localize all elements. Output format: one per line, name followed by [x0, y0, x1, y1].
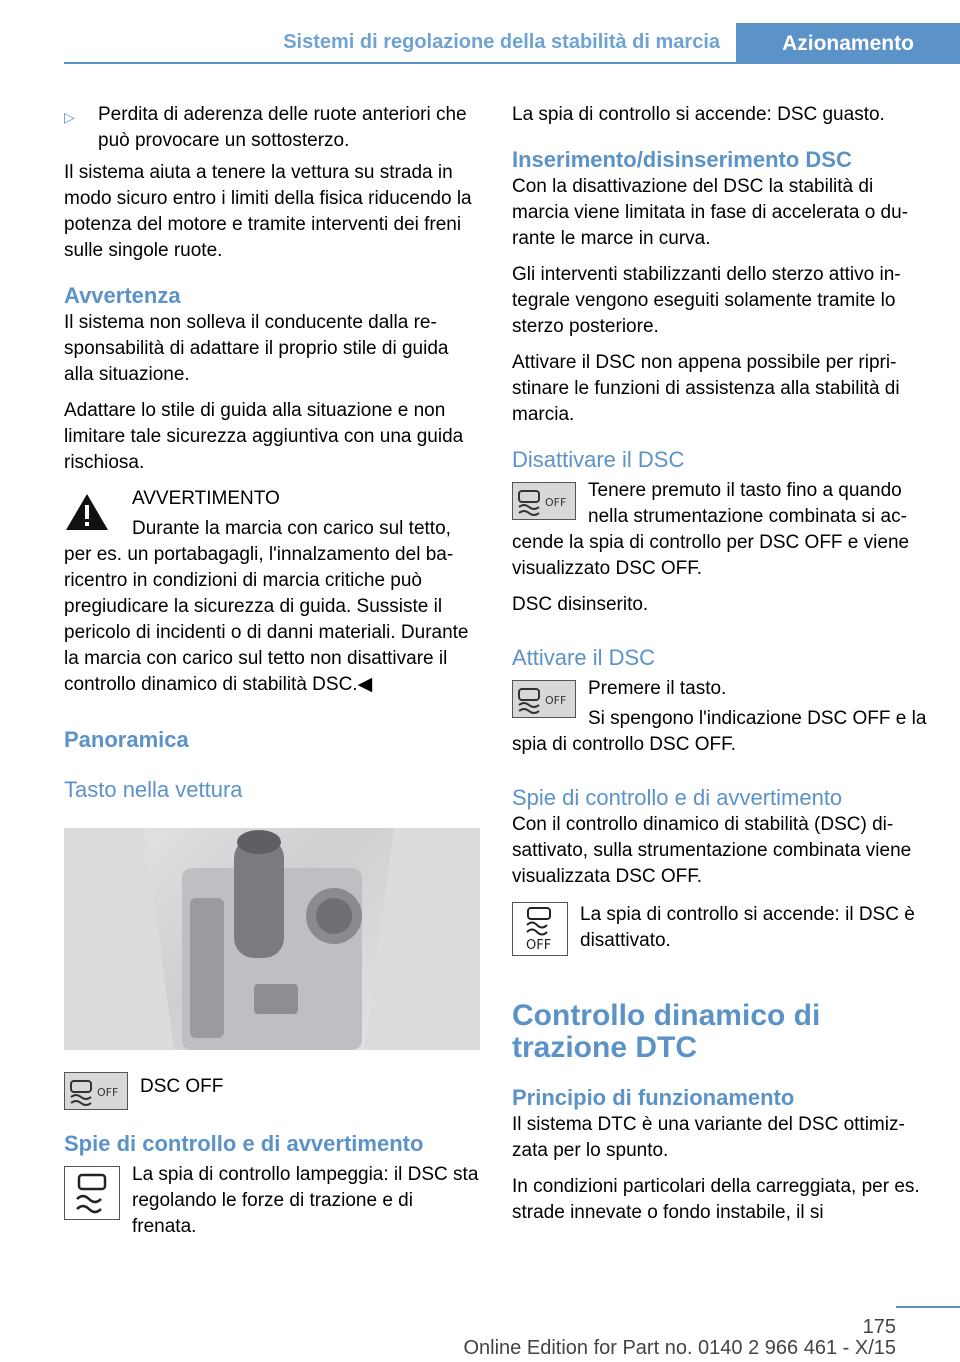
heading-principio: Principio di funzionamento	[512, 1085, 795, 1110]
spie-text: La spia di controllo lampeggia: il DSC sta regolando le forze di trazione e di frenata.	[132, 1164, 479, 1237]
heading-avvertenza: Avvertenza	[64, 283, 181, 308]
svg-text:OFF: OFF	[97, 1086, 119, 1099]
warning-triangle-icon	[64, 492, 110, 532]
heading-panoramica: Panoramica	[64, 727, 189, 752]
traction-warning-icon	[64, 1166, 120, 1220]
paragraph: Il sistema aiuta a tenere la vettura su strada in modo sicuro entro i limiti della fisica riducendo la potenza del motore e tramite interventi dei freni sulle singole ruote.	[64, 162, 472, 261]
header-section-title: Sistemi di regolazione della stabilità di marcia	[283, 31, 720, 53]
heading-dtc: Controllo dinamico di trazione DTC	[512, 999, 821, 1064]
attivare-block	[512, 676, 928, 758]
heading-disattivare: Disattivare il DSC	[512, 447, 685, 472]
paragraph: Gli interventi stabilizzanti dello sterzo attivo integrale vengono eseguiti solamente tramite lo sterzo posteriore.	[512, 264, 901, 337]
warning-title: AVVERTIMENTO	[132, 488, 280, 509]
bullet-item	[64, 102, 482, 154]
paragraph: Tenere premuto il tasto fino a quando nella strumentazione combinata si accende la spia di controllo per DSC OFF e viene visualizzato DSC OFF.	[512, 480, 910, 579]
dsc-off-label: DSC OFF	[140, 1076, 224, 1097]
paragraph: Adattare lo stile di guida alla situazione e non limitare tale sicurezza aggiuntiva con una guida rischiosa.	[64, 400, 464, 473]
left-column	[64, 102, 482, 1240]
heading-spie-2: Spie di controllo e di avvertimento	[512, 785, 843, 810]
disattivare-block	[512, 478, 928, 618]
paragraph: DSC disinserito.	[512, 594, 649, 615]
paragraph: In condizioni particolari della carreggiata, per es. strade innevate o fondo instabile, il si	[512, 1176, 920, 1223]
paragraph: Con il controllo dinamico di stabilità (DSC) disattivato, sulla strumentazione combinata viene visualizzata DSC OFF.	[512, 814, 912, 887]
spie-row	[64, 1162, 482, 1240]
paragraph: Il sistema DTC è una variante del DSC ottimizzata per lo spunto.	[512, 1114, 905, 1161]
heading-attivare: Attivare il DSC	[512, 645, 656, 670]
bullet-text: Perdita di aderenza delle ruote anteriori che può provocare un sottosterzo.	[98, 104, 467, 151]
footer-edition: Online Edition for Part no. 0140 2 966 461 - X/15	[463, 1337, 896, 1359]
header-rule	[64, 62, 960, 64]
dsc-off-warning-icon	[512, 902, 568, 956]
paragraph: Si spengono l'indicazione DSC OFF e la spia di controllo DSC OFF.	[512, 708, 927, 755]
paragraph: Il sistema non solleva il conducente dalla responsabilità di adattare il proprio stile di guida alla situazione.	[64, 312, 449, 385]
warning-block	[64, 486, 482, 698]
heading-tasto-vettura: Tasto nella vettura	[64, 777, 243, 802]
right-column	[512, 102, 928, 1236]
paragraph: Con la disattivazione del DSC la stabilità di marcia viene limitata in fase di accelerata o durante le marce in curva.	[512, 176, 909, 249]
dsc-off-button-icon	[64, 1072, 128, 1110]
header-tab: Azionamento	[736, 23, 960, 64]
spie-dsc-off-text: La spia di controllo si accende: il DSC è disattivato.	[580, 904, 915, 951]
svg-text:OFF: OFF	[545, 694, 567, 707]
footer-rule	[896, 1306, 960, 1308]
warning-text: Durante la marcia con carico sul tetto, per es. un portabagagli, l'innalzamento del baricentro in condizioni di marcia critiche può pregiudicare la sicurezza di guida. Sussiste il pericolo di incidenti o di danni materiali. Durante la marcia con carico sul tetto non disattivare il controllo dinamico di stabilità DSC.◀	[64, 518, 469, 695]
spie-dsc-off-row	[512, 902, 928, 956]
svg-text:OFF: OFF	[526, 938, 552, 953]
triangle-bullet-icon: ▷	[64, 109, 75, 125]
svg-text:OFF: OFF	[545, 496, 567, 509]
paragraph: Premere il tasto.	[588, 678, 727, 699]
dsc-off-button-icon	[512, 482, 576, 520]
console-illustration-icon	[64, 828, 480, 1050]
page-number: 175	[862, 1316, 896, 1338]
heading-spie: Spie di controllo e di avvertimento	[64, 1131, 424, 1156]
paragraph: La spia di controllo si accende: DSC guasto.	[512, 104, 885, 125]
car-console-photo	[64, 828, 480, 1050]
heading-inserimento: Inserimento/disinserimento DSC	[512, 147, 852, 172]
dsc-off-row	[64, 1072, 482, 1110]
dsc-off-button-icon	[512, 680, 576, 718]
paragraph: Attivare il DSC non appena possibile per ripristinare le funzioni di assistenza alla stabilità di marcia.	[512, 352, 900, 425]
